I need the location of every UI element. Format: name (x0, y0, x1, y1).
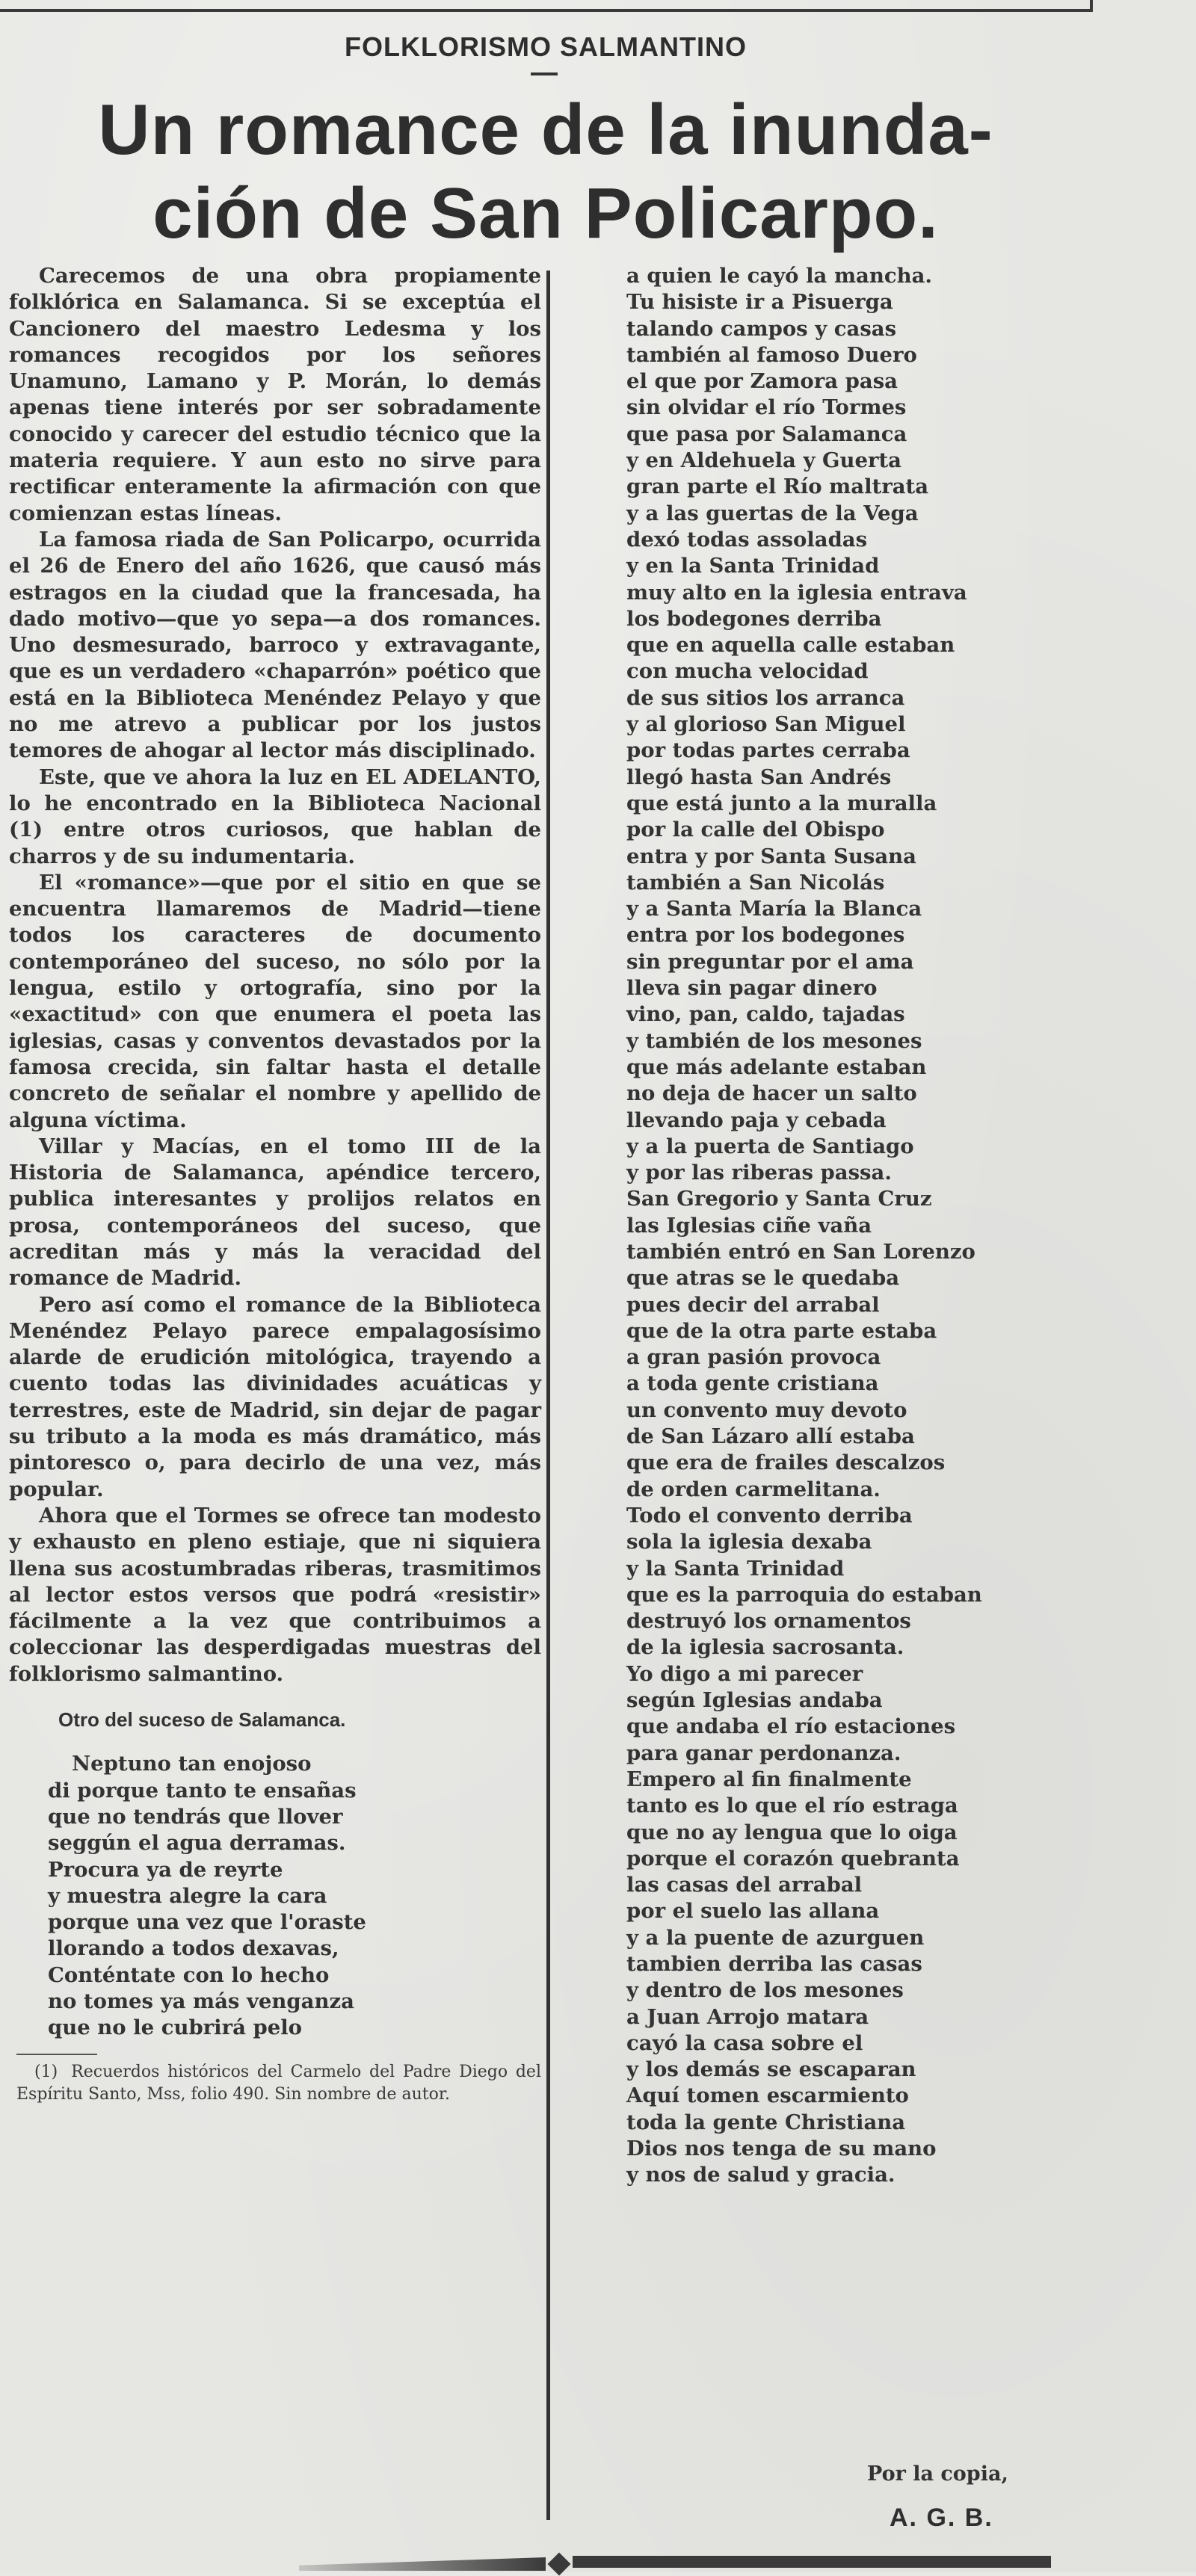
verse-line: tanto es lo que el río estraga (626, 1794, 958, 1818)
verse-line: no tomes ya más venganza (48, 1989, 354, 2013)
verse-line: a quien le cayó la mancha. (626, 264, 932, 288)
verse-line: y a la puente de azurguen (626, 1925, 925, 1950)
poem-title: Otro del suceso de Salamanca. (58, 1708, 346, 1732)
left-column (9, 263, 541, 2106)
verse-line: y también de los mesones (626, 1028, 922, 1053)
verse-line: Yo digo a mi parecer (626, 1661, 863, 1686)
paragraph: La famosa riada de San Policarpo, ocurrida el 26 de Enero del año 1626, que causó más estragos en la ciudad que la francesada, ha dado motivo—que yo sepa—a dos romances. Uno desmesurado, barroco y extravagante, que es un verdadero «chaparrón» poético que está en la Biblioteca Menéndez Pelayo y que no me atrevo a publicar por los justos temores de ahogar al lector más disciplinado. (9, 527, 541, 763)
verse-line: y en Aldehuela y Guerta (626, 448, 901, 473)
verse-line: San Gregorio y Santa Cruz (626, 1187, 932, 1211)
verse-line: de la iglesia sacrosanta. (626, 1635, 904, 1660)
verse-line: gran parte el Río maltrata (626, 475, 929, 499)
verse-line: según Iglesias andaba (626, 1688, 883, 1713)
verse-line: y en la Santa Trinidad (626, 554, 880, 578)
top-border-rule (0, 0, 1093, 12)
verse-line: destruyó los ornamentos (626, 1609, 911, 1634)
column-divider (546, 271, 550, 2520)
verse-line: que es la parroquia do estaban (626, 1582, 982, 1607)
signoff: Por la copia, (867, 2462, 1008, 2486)
verse-line: porque el corazón quebranta (626, 1846, 960, 1871)
verse-line: Todo el convento derriba (626, 1503, 913, 1528)
verse-line: a Juan Arrojo matara (626, 2004, 869, 2029)
verse-line: y a Santa María la Blanca (626, 897, 922, 921)
verse-line: dexó todas assoladas (626, 527, 868, 552)
verse-line: que era de frailes descalzos (626, 1451, 946, 1475)
verse-line: que no tendrás que llover (48, 1804, 343, 1829)
verse-line: por todas partes cerraba (626, 738, 910, 763)
verse-line: un convento muy devoto (626, 1397, 907, 1422)
right-column-poem (626, 263, 1045, 2189)
verse-line: sola la iglesia dexaba (626, 1530, 872, 1554)
verse-line: que andaba el río estaciones (626, 1714, 956, 1739)
verse-line: pues decir del arrabal (626, 1292, 880, 1317)
verse-line: talando campos y casas (626, 316, 897, 341)
kicker-rule (531, 72, 558, 75)
verse-line: llorando a todos dexavas, (48, 1936, 339, 1961)
paragraph: El «romance»—que por el sitio en que se encuentra llamaremos de Madrid—tiene todos los caracteres de documento contemporáneo del suceso, no sólo por la lengua, estilo y ortografía, sino por la «exactitud» con que enumera el poeta las iglesias, casas y conventos devastados por la famosa crecida, sin faltar hasta el detalle concreto de señalar el nombre y apellido de alguna víctima. (9, 870, 541, 1132)
section-kicker: FOLKLORISMO SALMANTINO (345, 31, 747, 62)
verse-line: di porque tanto te ensañas (48, 1778, 357, 1803)
verse-line: toda la gente Christiana (626, 2110, 906, 2134)
bottom-rule-right (573, 2556, 1051, 2568)
verse-line: que de la otra parte estaba (626, 1318, 937, 1343)
verse-line: y a la puerta de Santiago (626, 1134, 914, 1158)
verse-line: a gran pasión provoca (626, 1345, 881, 1370)
paragraph: Este, que ve ahora la luz en EL ADELANTO, lo he encontrado en la Biblioteca Nacional (1) entre otros curiosos, que hablan de charros y de su indumentaria. (9, 765, 541, 868)
footnote-mark: (1) (34, 2062, 58, 2081)
verse-line: que está junto a la muralla (626, 791, 937, 815)
verse-line: que no le cubrirá pelo (48, 2016, 303, 2040)
verse-line: a toda gente cristiana (626, 1371, 879, 1396)
verse-line: de San Lázaro allí estaba (626, 1424, 915, 1449)
verse-line: de sus sitios los arranca (626, 685, 905, 710)
verse-line: que en aquella calle estaban (626, 633, 955, 658)
paragraph: Pero así como el romance de la Biblioteca Menéndez Pelayo parece empalagosísimo alarde de erudición mitológica, trayendo a cuento todas las divinidades acuáticas y terrestres, este de Madrid, sin dejar de pagar su tributo a la moda es más dramático, más pintoresco o, para decirlo de una vez, más popular. (9, 1292, 541, 1501)
verse-line: y al glorioso San Miguel (626, 712, 906, 737)
verse-line: y nos de salud y gracia. (626, 2163, 896, 2187)
verse-line: seggún el agua derramas. (48, 1831, 346, 1856)
verse-line: muy alto en la iglesia entrava (626, 580, 967, 605)
verse-line: Aquí tomen escarmiento (626, 2084, 909, 2108)
footnote-rule (16, 2054, 97, 2055)
verse-line: Neptuno tan enojoso (72, 1752, 312, 1776)
verse-line: tambien derriba las casas (626, 1952, 922, 1976)
verse-line: vino, pan, caldo, tajadas (626, 1002, 905, 1027)
verse-line: sin preguntar por el ama (626, 949, 914, 974)
verse-line: lleva sin pagar dinero (626, 976, 878, 1001)
headline (0, 88, 1091, 256)
author-initials: A. G. B. (890, 2504, 993, 2532)
poem-left-stanza (48, 1751, 541, 2041)
verse-line: llegó hasta San Andrés (626, 765, 892, 789)
verse-line: y muestra alegre la cara (48, 1883, 327, 1908)
verse-line: los bodegones derriba (626, 606, 882, 631)
verse-line: y la Santa Trinidad (626, 1556, 845, 1581)
verse-line: porque una vez que l'oraste (48, 1910, 366, 1935)
verse-line: Empero al fin finalmente (626, 1767, 912, 1791)
verse-line: y a las guertas de la Vega (626, 501, 919, 525)
verse-line: para ganar perdonanza. (626, 1741, 901, 1765)
verse-line: que más adelante estaban (626, 1054, 927, 1079)
headline-line-2: ción de San Policarpo. (152, 173, 939, 253)
verse-line: Tu hisiste ir a Pisuerga (626, 290, 893, 315)
verse-line: también al famoso Duero (626, 342, 917, 367)
verse-line: entra por los bodegones (626, 923, 905, 948)
verse-line: entra y por Santa Susana (626, 844, 916, 868)
paragraph: Ahora que el Tormes se ofrece tan modesto y exhausto en pleno estiaje, que ni siquiera llena sus acostumbradas riberas, trasmitimos al lector estos versos que podrá «resistir» fácilmente a la vez que contribuimos a coleccionar las desperdigadas muestras del folklorismo salmantino. (9, 1503, 541, 1686)
verse-line: también a San Nicolás (626, 870, 885, 895)
verse-line: sin olvidar el río Tormes (626, 395, 907, 420)
verse-line: con mucha velocidad (626, 659, 869, 684)
verse-line: el que por Zamora pasa (626, 369, 898, 394)
verse-line: Conténtate con lo hecho (48, 1962, 330, 1987)
verse-line: por el suelo las allana (626, 1899, 880, 1924)
verse-line: de orden carmelitana. (626, 1477, 881, 1501)
bottom-rule-left (299, 2557, 546, 2571)
verse-line: también entró en San Lorenzo (626, 1239, 975, 1264)
verse-line: las Iglesias ciñe vaña (626, 1213, 872, 1238)
verse-line: no deja de hacer un salto (626, 1081, 917, 1106)
verse-line: y los demás se escaparan (626, 2057, 916, 2082)
verse-line: que atras se le quedaba (626, 1266, 900, 1291)
verse-line: y por las riberas passa. (626, 1161, 892, 1185)
verse-line: Dios nos tenga de su mano (626, 2137, 937, 2161)
paragraph: Carecemos de una obra propiamente folklórica en Salamanca. Si se exceptúa el Cancionero del maestro Ledesma y los romances recogidos por los señores Unamuno, Lamano y P. Morán, lo demás apenas tiene interés por ser sobradamente conocido y carecer del estudio técnico que la materia requiere. Y aun esto no sirve para rectificar enteramente la afirmación con que comienzan estas líneas. (9, 264, 541, 525)
verse-line: y dentro de los mesones (626, 1978, 904, 2003)
paragraph: Villar y Macías, en el tomo III de la Historia de Salamanca, apéndice tercero, publica interesantes y prolijos relatos en prosa, contemporáneos del suceso, que acreditan más y más la veracidad del romance de Madrid. (9, 1134, 541, 1291)
footnote (9, 2061, 541, 2106)
verse-line: cayó la casa sobre el (626, 2030, 863, 2055)
verse-line: las casas del arrabal (626, 1873, 863, 1897)
headline-line-1: Un romance de la inunda- (98, 90, 993, 170)
verse-line: que pasa por Salamanca (626, 421, 907, 446)
verse-line: por la calle del Obispo (626, 818, 885, 842)
verse-line: que no ay lengua que lo oiga (626, 1820, 958, 1844)
verse-line: llevando paja y cebada (626, 1108, 887, 1132)
verse-line: Procura ya de reyrte (48, 1857, 283, 1882)
footnote-text: Recuerdos históricos del Carmelo del Padre Diego del Espíritu Santo, Mss, folio 490. Sin nombre de autor. (16, 2062, 541, 2104)
